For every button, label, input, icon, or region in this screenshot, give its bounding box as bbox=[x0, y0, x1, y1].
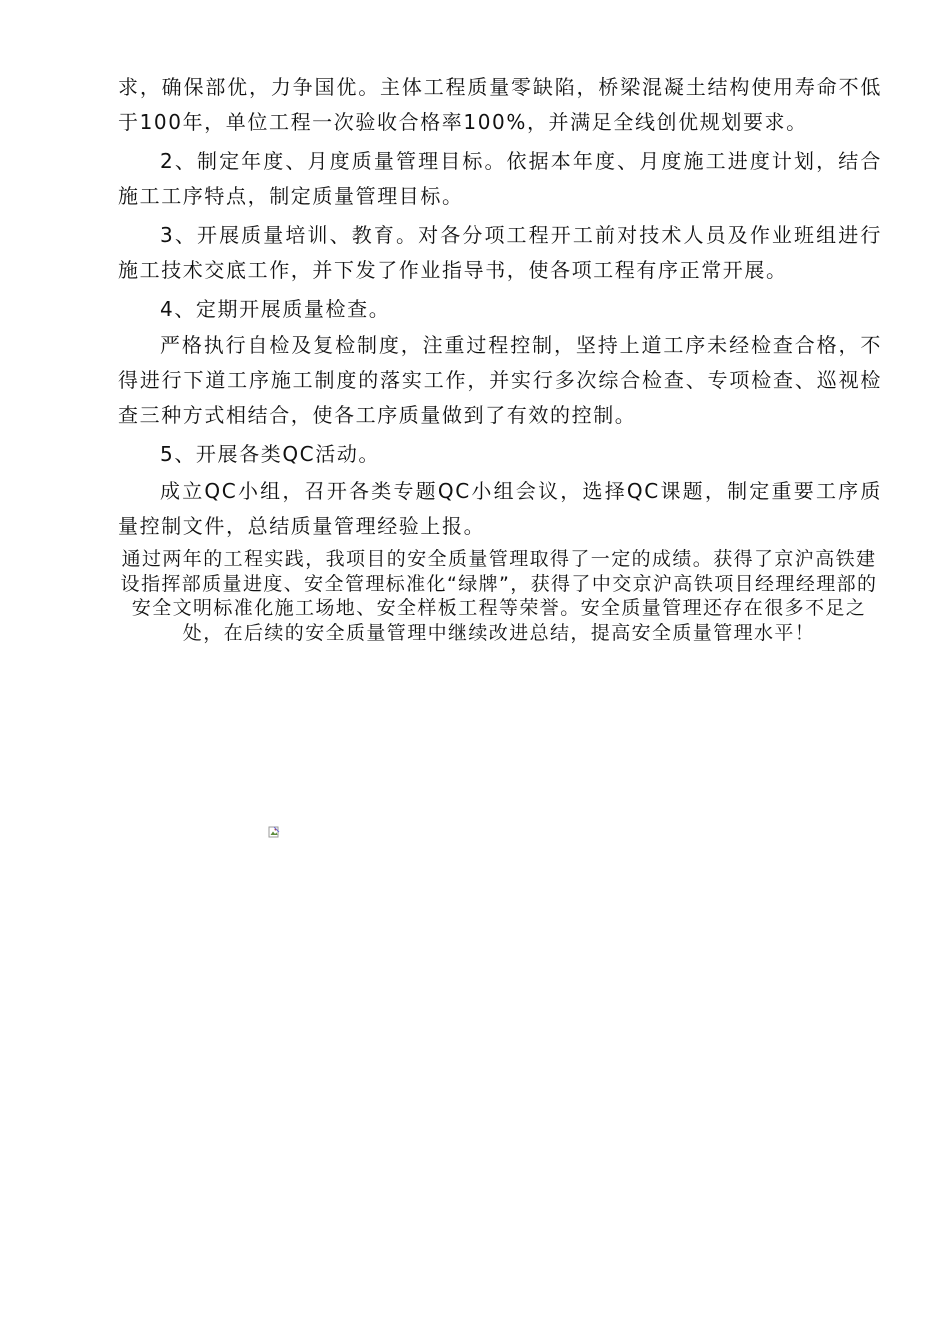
paragraph-annual-monthly-targets: 2、制定年度、月度质量管理目标。依据本年度、月度施工进度计划，结合施工工序特点，制定质量管理目标。 bbox=[118, 149, 882, 208]
heading-qc-activities: 5、开展各类QC活动。 bbox=[160, 442, 381, 466]
paragraph-quality-training: 3、开展质量培训、教育。对各分项工程开工前对技术人员及作业班组进行施工技术交底工作，并下发了作业指导书，使各项工程有序正常开展。 bbox=[118, 223, 882, 282]
paragraph-inspection-details: 严格执行自检及复检制度，注重过程控制，坚持上道工序未经检查合格，不得进行下道工序施工制度的落实工作，并实行多次综合检查、专项检查、巡视检查三种方式相结合，使各工序质量做到了有效的控制。 bbox=[118, 333, 882, 427]
paragraph-quality-goal-continued: 求，确保部优，力争国优。主体工程质量零缺陷，桥梁混凝土结构使用寿命不低于100年，单位工程一次验收合格率100%，并满足全线创优规划要求。 bbox=[118, 75, 882, 134]
broken-image-icon bbox=[268, 823, 280, 835]
heading-periodic-inspection: 4、定期开展质量检查。 bbox=[160, 297, 391, 321]
paragraph-qc-details: 成立QC小组，召开各类专题QC小组会议，选择QC课题，制定重要工序质量控制文件，总结质量管理经验上报。 bbox=[118, 479, 882, 538]
summary-paragraph: 通过两年的工程实践，我项目的安全质量管理取得了一定的成绩。获得了京沪高铁建设指挥部质量进度、安全管理标准化“绿牌”，获得了中交京沪高铁项目经理经理部的安全文明标准化施工场地、安全样板工程等荣誉。安全质量管理还存在很多不足之处，在后续的安全质量管理中继续改进总结，提高安全质量管理水平！ bbox=[120, 548, 878, 644]
